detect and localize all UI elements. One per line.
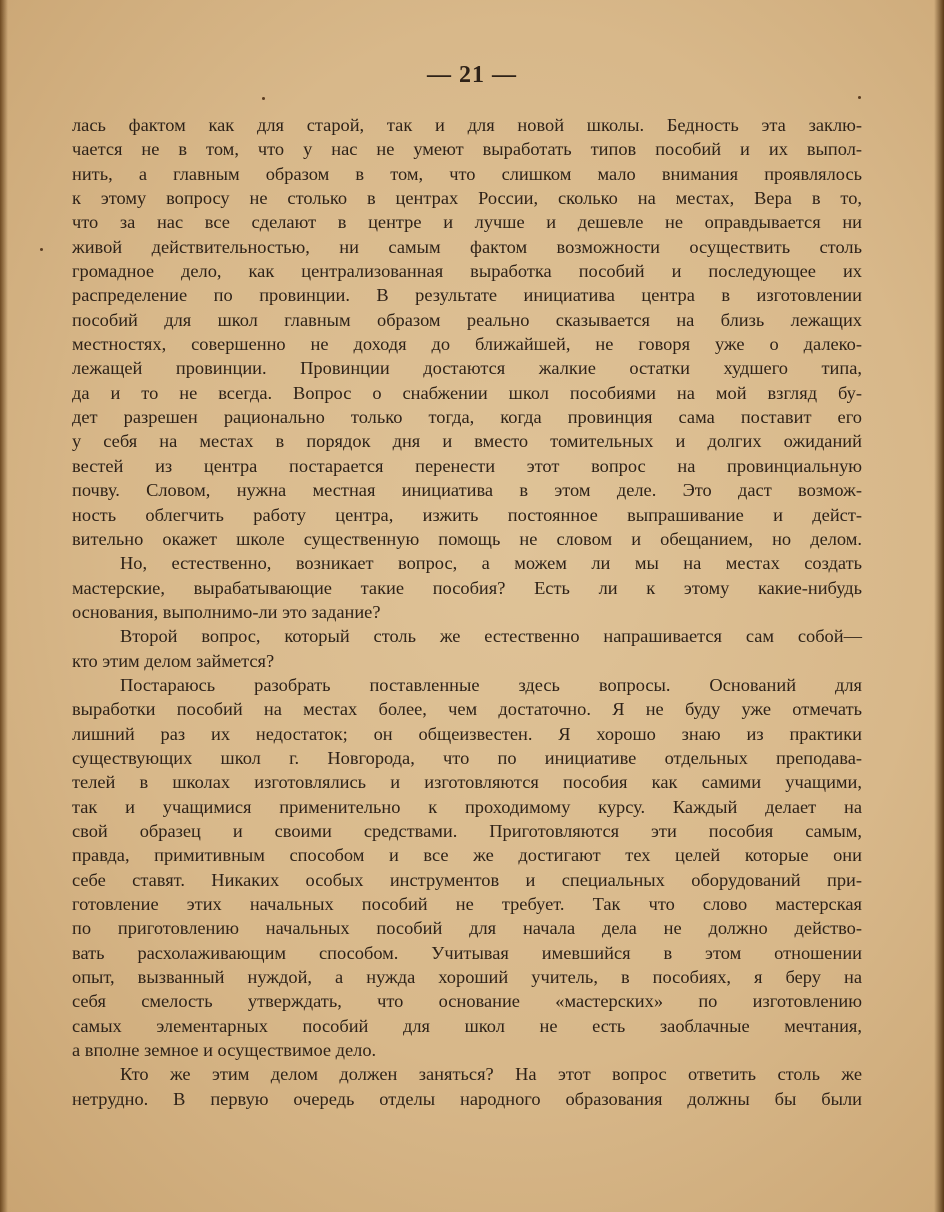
text-line: а вполне земное и осуществимое дело. [72, 1040, 377, 1061]
text-line: лишний раз их недостаток; он общеизвестен. Я хорошо знаю из практики [72, 723, 862, 744]
text-line: основания, выполнимо-ли это задание? [72, 601, 381, 622]
text-line: выработки пособий на местах более, чем достаточно. Я не буду уже отмечать [72, 699, 862, 720]
print-speck [262, 97, 265, 100]
text-line: телей в школах изготовлялись и изготовляются пособия как самими учащими, [72, 772, 862, 793]
body-text [72, 113, 862, 1111]
text-line: громадное дело, как централизованная выработка пособий и последующее их [72, 261, 862, 282]
text-line: местностях, совершенно не доходя до ближайшей, не говоря уже о далеко- [72, 334, 862, 355]
text-line: живой действительностью, ни самым фактом возможности осуществить столь [72, 236, 862, 257]
text-line: свой образец и своими средствами. Приготовляются эти пособия самым, [72, 820, 862, 841]
text-line: да и то не всегда. Вопрос о снабжении школ пособиями на мой взгляд бу- [72, 382, 862, 403]
text-line: Но, естественно, возникает вопрос, а можем ли мы на местах создать [120, 553, 862, 574]
page-edge-right [934, 0, 944, 1212]
text-line: себе ставят. Никаких особых инструментов и специальных оборудований при- [72, 869, 862, 890]
text-line: вать расхолаживающим способом. Учитывая имевшийся в этом отношении [72, 942, 862, 963]
text-line: мастерские, вырабатывающие такие пособия? Есть ли к этому какие-нибудь [72, 577, 862, 598]
text-line: у себя на местах в порядок дня и вместо томительных и долгих ожиданий [72, 431, 862, 452]
text-line: что за нас все сделают в центре и лучше и дешевле не оправдывается ни [72, 212, 862, 233]
text-line: по приготовлению начальных пособий для начала дела не должно действо- [72, 918, 862, 939]
text-line: правда, примитивным способом и все же достигают тех целей которые они [72, 845, 862, 866]
text-line: лась фактом как для старой, так и для новой школы. Бедность эта заклю- [72, 115, 862, 135]
page-edge-left [0, 0, 8, 1212]
text-line: вестей из центра постарается перенести этот вопрос на провинциальную [72, 455, 862, 476]
text-line: кто этим делом займется? [72, 650, 275, 671]
text-line: готовление этих начальных пособий не требует. Так что слово мастерская [72, 894, 862, 914]
text-line: существующих школ г. Новгорода, что по инициативе отдельных преподава- [72, 747, 862, 768]
text-line: чается не в том, что у нас не умеют выработать типов пособий и их выпол- [72, 139, 862, 160]
text-line: лежащей провинции. Провинции достаются жалкие остатки худшего типа, [72, 358, 862, 379]
text-line: Постараюсь разобрать поставленные здесь вопросы. Оснований для [120, 674, 862, 695]
text-line: к этому вопросу не столько в центрах России, сколько на местах, Вера в то, [72, 188, 862, 209]
text-line: дет разрешен рационально только тогда, когда провинция сама поставит его [72, 407, 862, 428]
text-line: Кто же этим делом должен заняться? На этот вопрос ответить столь же [120, 1064, 862, 1085]
text-line: ность облегчить работу центра, изжить постоянное выпрашивание и дейст- [72, 504, 862, 525]
text-line: опыт, вызванный нуждой, а нужда хороший учитель, в пособиях, я беру на [72, 967, 862, 988]
text-line: распределение по провинции. В результате инициатива центра в изготовлении [72, 285, 862, 306]
text-line: почву. Словом, нужна местная инициатива в этом деле. Это даст возмож- [72, 480, 862, 501]
text-line: себя смелость утверждать, что основание «мастерских» по изготовлению [72, 991, 862, 1012]
text-line: так и учащимися применительно к проходимому курсу. Каждый делает на [72, 796, 862, 817]
text-line: Второй вопрос, который столь же естественно напрашивается сам собой— [120, 626, 862, 647]
text-line: вительно окажет школе существенную помощь не словом и обещанием, но делом. [72, 528, 862, 549]
text-line: самых элементарных пособий для школ не есть заоблачные мечтания, [72, 1015, 862, 1036]
print-speck [858, 96, 861, 99]
text-line: нетрудно. В первую очередь отделы народного образования должны бы были [72, 1088, 862, 1109]
text-line: пособий для школ главным образом реально сказывается на близь лежащих [72, 309, 862, 330]
print-speck [40, 248, 43, 251]
page-number: — 21 — [427, 62, 517, 88]
text-line: нить, а главным образом в том, что слишком мало внимания проявлялось [72, 163, 862, 184]
